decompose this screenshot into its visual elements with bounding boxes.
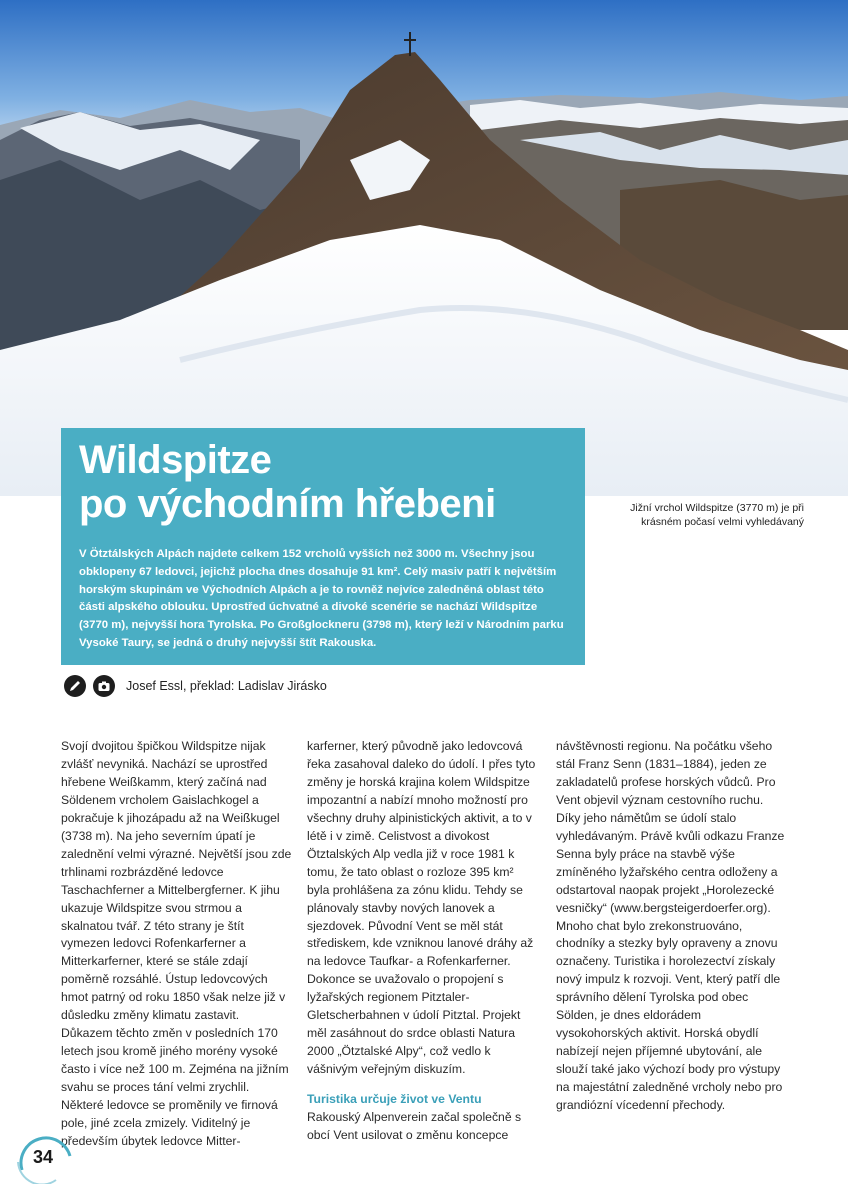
section-subheading: Turistika určuje život ve Ventu — [307, 1092, 482, 1107]
article-title — [79, 438, 567, 526]
credits — [64, 673, 327, 699]
body-column-3 — [556, 738, 788, 1115]
title-box — [61, 428, 585, 665]
camera-icon — [93, 675, 115, 697]
pencil-icon — [64, 675, 86, 697]
paragraph: Rakouský Alpenverein začal společně s obcí Vent usilovat o změnu koncepce — [307, 1110, 522, 1143]
paragraph: karferner, který původně jako ledovcová řeka zasahoval daleko do údolí. I přes tyto změny je horská krajina kolem Wildspitze impozantní a nabízí mnoho možností pro všechny druhy alpinistických aktivit, a to v létě i v zimě. Celistvost a divokost Ötztalských Alp vedla již v roce 1981 k tomu, že tato oblast o rozloze 395 km² byla prohlášena za zónu klidu. Tehdy se plánovaly stavby nových lanovek a sjezdovek. Původní Vent se měl stát střediskem, kde vzniknou lanové dráhy až na ledovce Taufkar- a Rofenkarferner. Dokonce se uvažovalo o propojení s lyžařských regionem Pitztaler-Gletscherbahnen v údolí Pitztal. Projekt měl zasáhnout do srdce oblasti Natura 2000 „Ötztalské Alpy“, což vedlo k vášnivým veřejným diskuzím. — [307, 739, 536, 1077]
paragraph: návštěvnosti regionu. Na počátku všeho stál Franz Senn (1831–1884), jeden ze zakladatelů profese horských vůdců. Pro Vent objevil význam cestovního ruchu. Díky jeho námětům se údolí stalo vyhledávaným. Právě kvůli odkazu Franze Senna byly práce na stavbě výše zmíněného lyžařského centra odloženy a odstartoval naopak projekt „Horolezecké vesničky“ (www.bergsteigerdoerfer.org). Mnoho chat bylo zrekonstruováno, chodníky a stezky byly opraveny a znovu označeny. Turistika i horolezectví získaly nový impulz k rozvoji. Vent, který patří dle správního dělení Tyrolska pod obec Sölden, je dnes eldorádem vysokohorských aktivit. Horská obydlí nabízejí nejen příjemné ubytování, ale slouží také jako výchozí body pro výstupy na majestátní zaledněné vrcholy nebo pro grandiózní vícedenní přechody. — [556, 739, 785, 1113]
author-credit: Josef Essl, překlad: Ladislav Jirásko — [126, 679, 327, 693]
body-column-1 — [61, 738, 293, 1151]
lead-paragraph: V Ötztálských Alpách najdete celkem 152 vrcholů vyšších než 3000 m. Všechny jsou obklopeny 67 ledovci, jejichž plocha dnes dosahuje 91 km². Celý masiv patří k největším horským skupinám ve Východních Alpách a je to rovněž nejvíce zaledněná oblast této části alpského oblouku. Uprostřed úchvatné a divoké scenérie se nachází Wildspitze (3770 m), nejvyšší hora Tyrolska. Po Großglockneru (3798 m), který leží v Národním parku Vysoké Taury, se jedná o druhý nejvyšší štít Rakouska. — [79, 548, 564, 649]
hero-photo — [0, 0, 848, 496]
body-column-2 — [307, 738, 539, 1145]
title-line-1: Wildspitze — [79, 438, 272, 482]
paragraph: Svojí dvojitou špičkou Wildspitze nijak zvlášť nevyniká. Nachází se uprostřed hřebene Weißkamm, který začíná nad Söldenem vrcholem Gaislachkogel a pokračuje k jihozápadu až na Weißkugel (3738 m). Na jeho severním úpatí je zalednění velmi výrazné. Největší jsou zde trhlinami rozbrázděné ledovce Taschachferner a Mittelbergferner. K jihu ukazuje Wildspitze svou strmou a skalnatou tvář. Z této strany je štít vymezen ledovci Rofenkarferner a Mitterkarferner, které se stále zdají poměrně rozsáhlé. Ústup ledovcových hmot patrný od roku 1850 však nelze již v důsledku změny klimatu zastavit. Důkazem těchto změn v posledních 170 letech jsou kromě jiného morény vysoké často i více než 100 m. Zejména na jižním svahu se proces tání velmi zrychlil. Některé ledovce se proměnily ve firnová pole, jiné zcela zmizely. Viditelný je především úbytek ledovce Mitter- — [61, 739, 292, 1148]
page-number: 34 — [32, 1147, 54, 1167]
title-line-2: po východním hřebeni — [79, 482, 496, 526]
photo-caption: Jižní vrchol Wildspitze (3770 m) je při krásném počasí velmi vyhledávaný — [630, 502, 804, 528]
